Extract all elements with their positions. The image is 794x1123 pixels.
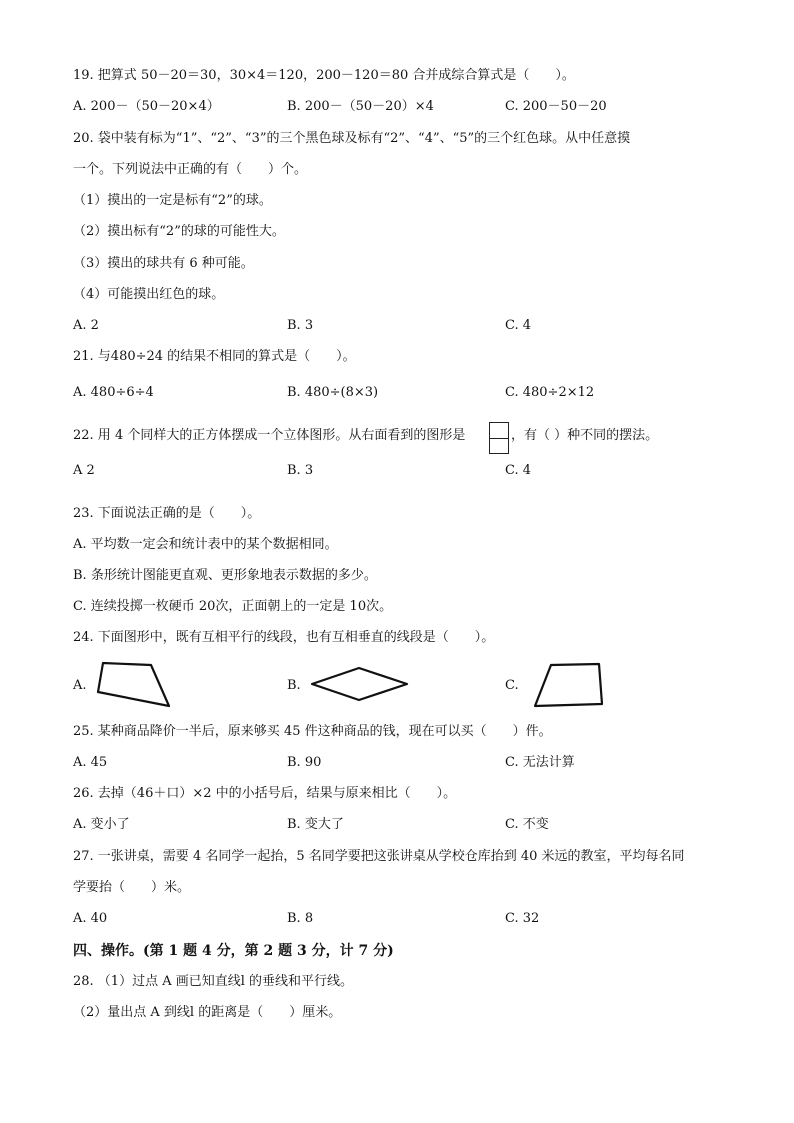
q21-option-c[interactable]: C. 480÷2×12 bbox=[505, 385, 595, 400]
q20-stem-line1: 20. 袋中装有标为“1”、“2”、“3”的三个黑色球及标有“2”、“4”、“5”的三个红色球。从中任意摸 bbox=[73, 131, 631, 146]
q24-option-a[interactable]: A. bbox=[73, 678, 87, 693]
q27-option-c[interactable]: C. 32 bbox=[505, 911, 540, 926]
q24-options bbox=[73, 677, 753, 695]
q22-option-c[interactable]: C. 4 bbox=[505, 463, 532, 478]
q20-statement-1: （1）摸出的一定是标有“2”的球。 bbox=[73, 193, 272, 208]
q22-options bbox=[73, 462, 753, 480]
q24-shape-c-quadrilateral bbox=[531, 660, 611, 710]
q20-option-b[interactable]: B. 3 bbox=[287, 318, 314, 333]
q24-option-c[interactable]: C. bbox=[505, 678, 519, 693]
q22-stem-before: 22. 用 4 个同样大的正方体摆成一个立体图形。从右面看到的图形是 bbox=[73, 428, 466, 443]
q26-option-c[interactable]: C. 不变 bbox=[505, 817, 549, 832]
q21-option-a[interactable]: A. 480÷6÷4 bbox=[73, 385, 154, 400]
q24-shape-b-rhombus bbox=[308, 664, 412, 704]
q20-option-c[interactable]: C. 4 bbox=[505, 318, 532, 333]
q23-statement-b[interactable]: B. 条形统计图能更直观、更形象地表示数据的多少。 bbox=[73, 568, 377, 583]
q27-options bbox=[73, 910, 753, 928]
q27-option-b[interactable]: B. 8 bbox=[287, 911, 314, 926]
q26-option-b[interactable]: B. 变大了 bbox=[287, 817, 344, 832]
q19-option-a[interactable]: A. 200－（50－20×4） bbox=[73, 99, 220, 114]
q20-statement-2: （2）摸出标有“2”的球的可能性大。 bbox=[73, 224, 285, 239]
q24-option-b[interactable]: B. bbox=[287, 678, 301, 693]
q19-options bbox=[73, 98, 753, 116]
q23-statement-a[interactable]: A. 平均数一定会和统计表中的某个数据相同。 bbox=[73, 537, 338, 552]
q25-options bbox=[73, 754, 753, 772]
q25-option-a[interactable]: A. 45 bbox=[73, 755, 108, 770]
q25-option-c[interactable]: C. 无法计算 bbox=[505, 755, 575, 770]
q22-stem-after: ，有（ ）种不同的摆法。 bbox=[511, 428, 659, 443]
q24-stem: 24. 下面图形中，既有互相平行的线段，也有互相垂直的线段是（ ）。 bbox=[73, 630, 495, 645]
q20-stem-line2: 一个。下列说法中正确的有（ ）个。 bbox=[73, 162, 308, 177]
q21-option-b[interactable]: B. 480÷(8×3) bbox=[287, 385, 379, 400]
q27-option-a[interactable]: A. 40 bbox=[73, 911, 108, 926]
side-view-figure-icon bbox=[489, 422, 509, 454]
q19-option-c[interactable]: C. 200－50－20 bbox=[505, 99, 607, 114]
q26-options bbox=[73, 816, 753, 834]
q25-option-b[interactable]: B. 90 bbox=[287, 755, 322, 770]
q26-stem: 26. 去掉（46＋口）×2 中的小括号后，结果与原来相比（ ）。 bbox=[73, 786, 457, 801]
q23-stem: 23. 下面说法正确的是（ ）。 bbox=[73, 506, 261, 521]
section-4-heading: 四、操作。(第 1 题 4 分，第 2 题 3 分，计 7 分) bbox=[73, 943, 394, 959]
q22-option-a[interactable]: A 2 bbox=[73, 463, 95, 478]
q21-options bbox=[73, 384, 753, 402]
q20-option-a[interactable]: A. 2 bbox=[73, 318, 99, 333]
q26-option-a[interactable]: A. 变小了 bbox=[73, 817, 130, 832]
q19-option-b[interactable]: B. 200－（50－20）×4 bbox=[287, 99, 434, 114]
q28-line1: 28. （1）过点 A 画已知直线l 的垂线和平行线。 bbox=[73, 974, 354, 989]
q27-stem-line1: 27. 一张讲桌，需要 4 名同学一起抬，5 名同学要把这张讲桌从学校仓库抬到 40 米远的教室，平均每名同 bbox=[73, 849, 685, 864]
q20-statement-4: （4）可能摸出红色的球。 bbox=[73, 287, 225, 302]
q24-shape-a-trapezoid bbox=[95, 658, 175, 710]
q19-stem: 19. 把算式 50－20＝30，30×4＝120，200－120＝80 合并成综合算式是（ ）。 bbox=[73, 68, 575, 83]
q20-statement-3: （3）摸出的球共有 6 种可能。 bbox=[73, 256, 254, 271]
q27-stem-line2: 学要抬（ ）米。 bbox=[73, 880, 191, 895]
q25-stem: 25. 某种商品降价一半后，原来够买 45 件这种商品的钱，现在可以买（ ）件。 bbox=[73, 724, 552, 739]
q28-line2: （2）量出点 A 到线l 的距离是（ ）厘米。 bbox=[73, 1005, 342, 1020]
q21-stem: 21. 与480÷24 的结果不相同的算式是（ ）。 bbox=[73, 349, 356, 364]
q20-options bbox=[73, 317, 753, 335]
q23-statement-c[interactable]: C. 连续投掷一枚硬币 20次，正面朝上的一定是 10次。 bbox=[73, 599, 393, 614]
q22-option-b[interactable]: B. 3 bbox=[287, 463, 314, 478]
